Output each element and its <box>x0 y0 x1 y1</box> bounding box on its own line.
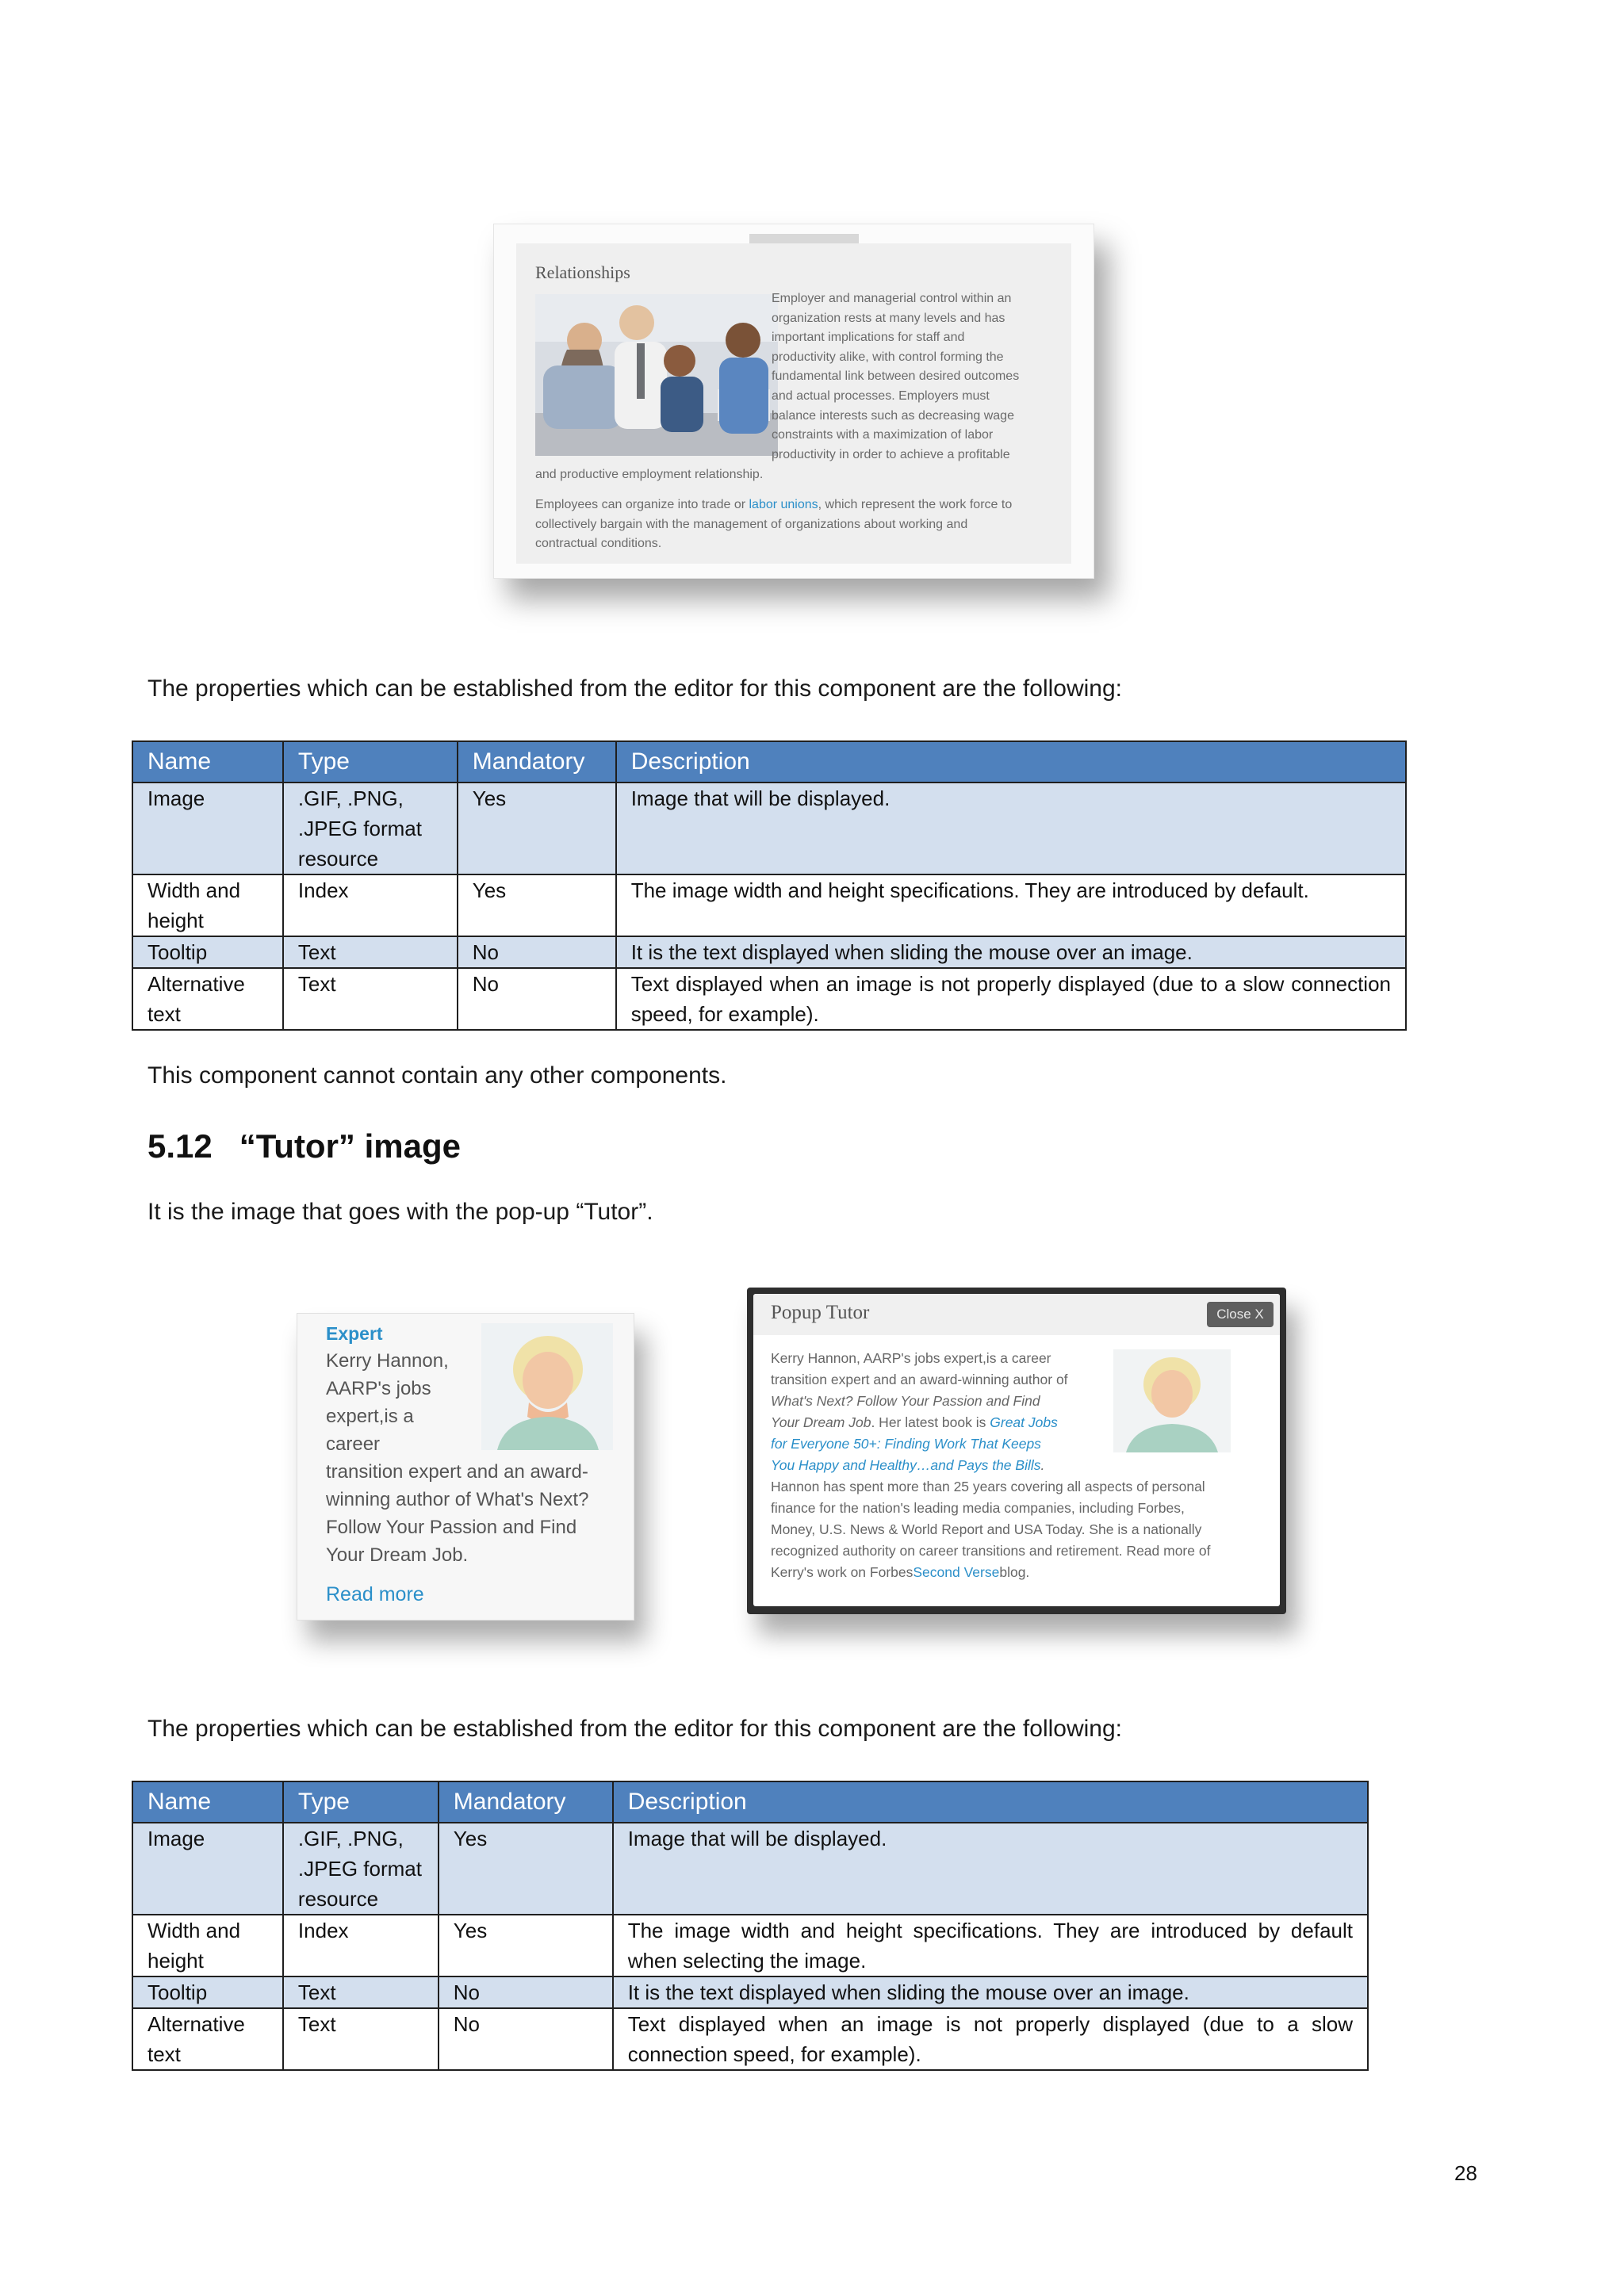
cell-description: Image that will be displayed. <box>616 783 1406 874</box>
bio-line: Follow Your Passion and Find <box>326 1517 577 1538</box>
cell-line: Index <box>297 1919 349 1942</box>
cell-name <box>132 2008 283 2070</box>
para2-line: contractual conditions. <box>535 537 662 551</box>
cell-type <box>283 968 458 1030</box>
great-jobs-link[interactable]: Great Jobs <box>990 1414 1058 1430</box>
cell-line: Text <box>297 2012 336 2036</box>
page-number: 28 <box>1454 2161 1477 2185</box>
popup-body <box>753 1294 1280 1606</box>
bio-line <box>771 1455 1210 1476</box>
cell-line: Index <box>297 878 349 902</box>
para2-line <box>535 496 1012 515</box>
header-type: Type <box>283 741 458 783</box>
read-more-link[interactable]: Read more <box>326 1583 424 1605</box>
bio-line <box>771 1562 1210 1583</box>
para2-text: , which represent the work force to <box>818 498 1013 511</box>
cell-line: height <box>147 1949 204 1973</box>
section-number: 5.12 <box>147 1127 213 1165</box>
bio-line: Hannon has spent more than 25 years covering all aspects of personal <box>771 1479 1205 1494</box>
cell-description: The image width and height specifications. They are introduced by default. <box>616 874 1406 936</box>
cell-name <box>132 936 283 968</box>
cell-line: Width and <box>147 878 241 902</box>
para2-text: Employees can organize into trade or <box>535 498 749 511</box>
bio-line: finance for the nation's leading media companies, including Forbes, <box>771 1500 1185 1516</box>
cell-description: Image that will be displayed. <box>613 1823 1368 1915</box>
cell-line: .GIF, .PNG, <box>297 786 404 810</box>
cell-mandatory: Yes <box>439 1823 613 1915</box>
cell-name <box>132 968 283 1030</box>
cell-line: .GIF, .PNG, <box>297 1827 404 1850</box>
cell-line: Text <box>297 1980 336 2004</box>
side-line: important implications for staff and <box>772 331 965 345</box>
cell-line: Alternative <box>147 972 245 996</box>
side-line: and actual processes. Employers must <box>772 388 990 403</box>
side-line: fundamental link between desired outcomes <box>772 369 1020 384</box>
cell-name <box>132 1976 283 2008</box>
table-row <box>132 1915 1368 1976</box>
side-line: balance interests such as decreasing wage <box>772 408 1014 423</box>
cell-mandatory: No <box>439 1976 613 2008</box>
bio-line: AARP's jobs <box>326 1378 431 1399</box>
side-line: productivity in order to achieve a profitable <box>772 447 1010 461</box>
cell-line: Tooltip <box>147 1980 208 2004</box>
expert-bio-short <box>326 1347 588 1569</box>
bio-line: Money, U.S. News & World Report and USA Today. She is a nationally <box>771 1521 1202 1537</box>
relationships-screenshot <box>493 224 1094 579</box>
bio-text: blog. <box>999 1564 1030 1580</box>
cell-type <box>283 936 458 968</box>
cell-line: Tooltip <box>147 940 208 964</box>
popup-bio <box>771 1348 1210 1583</box>
table-row <box>132 1976 1368 2008</box>
bio-line: career <box>326 1433 381 1455</box>
header-description: Description <box>613 1781 1368 1823</box>
bio-line: expert,is a <box>326 1406 414 1427</box>
table-row <box>132 968 1406 1030</box>
expert-card-screenshot <box>297 1313 634 1621</box>
header-mandatory: Mandatory <box>439 1781 613 1823</box>
great-jobs-link-cont[interactable]: for Everyone 50+: Finding Work That Keeps <box>771 1436 1041 1452</box>
cell-line: Text <box>297 940 336 964</box>
relationships-panel <box>516 243 1071 564</box>
relationships-paragraph-2 <box>535 496 1012 554</box>
cell-line: text <box>147 2042 181 2066</box>
bio-line: transition expert and an award-winning author of <box>771 1372 1068 1387</box>
section-title: “Tutor” image <box>239 1127 461 1165</box>
bio-text: . Her latest book is <box>871 1414 990 1430</box>
cell-name <box>132 874 283 936</box>
cell-mandatory: No <box>458 936 616 968</box>
business-meeting-photo <box>535 294 778 456</box>
cell-description: Text displayed when an image is not properly displayed (due to a slow connection speed, for example). <box>613 2008 1368 2070</box>
header-name: Name <box>132 741 283 783</box>
cell-type <box>283 2008 439 2070</box>
side-line: productivity alike, with control forming the <box>772 350 1004 364</box>
cell-type <box>283 1976 439 2008</box>
cell-description: Text displayed when an image is not properly displayed (due to a slow connection speed, for example). <box>616 968 1406 1030</box>
bio-text: . <box>1040 1457 1045 1473</box>
cell-description: The image width and height specifications. They are introduced by default when selecting the image. <box>613 1915 1368 1976</box>
cell-type <box>283 1823 439 1915</box>
cell-line: .JPEG format <box>297 1857 422 1881</box>
cell-type <box>283 783 458 874</box>
relationships-title: Relationships <box>535 262 630 282</box>
cell-mandatory: No <box>458 968 616 1030</box>
cell-line: Image <box>147 1827 205 1850</box>
relationships-continuation: and productive employment relationship. <box>535 468 764 481</box>
second-verse-link[interactable]: Second Verse <box>913 1564 1000 1580</box>
close-button[interactable]: Close X <box>1207 1302 1274 1327</box>
cell-line: text <box>147 1002 181 1026</box>
expert-heading: Expert <box>326 1323 383 1344</box>
side-line: constraints with a maximization of labor <box>772 428 994 442</box>
table-row <box>132 874 1406 936</box>
popup-tutor-screenshot <box>747 1288 1286 1614</box>
cell-name <box>132 1915 283 1976</box>
bio-line: Kerry Hannon, AARP's jobs expert,is a career <box>771 1350 1051 1366</box>
cell-name <box>132 783 283 874</box>
table-row <box>132 1823 1368 1915</box>
cell-line: Alternative <box>147 2012 245 2036</box>
bio-line: transition expert and an award- <box>326 1461 588 1483</box>
side-line: Employer and managerial control within an <box>772 292 1012 305</box>
cell-mandatory: Yes <box>458 874 616 936</box>
header-type: Type <box>283 1781 439 1823</box>
bio-line: What's Next? Follow Your Passion and Find <box>771 1393 1040 1409</box>
para2-line: collectively bargain with the management of organizations about working and <box>535 517 968 531</box>
bio-line: Kerry Hannon, <box>326 1350 449 1372</box>
cell-description: It is the text displayed when sliding the mouse over an image. <box>613 1976 1368 2008</box>
table-row <box>132 936 1406 968</box>
cell-line: Image <box>147 786 205 810</box>
bio-line: Your Dream Job. <box>326 1544 469 1566</box>
labor-unions-link[interactable]: labor unions <box>749 498 818 511</box>
bio-line <box>771 1412 1210 1433</box>
cell-type <box>283 1915 439 1976</box>
business-meeting-illustration <box>535 294 778 456</box>
popup-title: Popup Tutor <box>771 1302 870 1323</box>
cell-mandatory: Yes <box>458 783 616 874</box>
cell-line: Width and <box>147 1919 241 1942</box>
section-heading <box>147 1127 461 1165</box>
bio-line: recognized authority on career transitions and retirement. Read more of <box>771 1543 1211 1559</box>
section-description: It is the image that goes with the pop-up “Tutor”. <box>147 1199 653 1225</box>
intro-text-1: The properties which can be established from the editor for this component are the following: <box>147 675 1123 702</box>
table-row <box>132 783 1406 874</box>
header-mandatory: Mandatory <box>458 741 616 783</box>
bio-line: winning author of What's Next? <box>326 1489 589 1510</box>
relationships-side-text <box>772 289 1019 465</box>
great-jobs-link-end[interactable]: You Happy and Healthy…and Pays the Bills <box>771 1457 1041 1473</box>
cell-mandatory: Yes <box>439 1915 613 1976</box>
header-description: Description <box>616 741 1406 783</box>
no-components-text: This component cannot contain any other components. <box>147 1062 727 1089</box>
cell-type <box>283 874 458 936</box>
table-row <box>132 2008 1368 2070</box>
cell-mandatory: No <box>439 2008 613 2070</box>
side-line: organization rests at many levels and has <box>772 311 1005 325</box>
cell-line: Text <box>297 972 336 996</box>
intro-text-2: The properties which can be established from the editor for this component are the following: <box>147 1716 1123 1742</box>
book-title-text: Your Dream Job <box>771 1414 871 1430</box>
bio-text: Kerry's work on Forbes <box>771 1564 914 1580</box>
properties-table-2 <box>132 1781 1369 2071</box>
cell-description: It is the text displayed when sliding the mouse over an image. <box>616 936 1406 968</box>
properties-table-1 <box>132 740 1407 1031</box>
cell-line: resource <box>297 1887 379 1911</box>
popup-header <box>753 1294 1280 1335</box>
header-name: Name <box>132 1781 283 1823</box>
cell-line: resource <box>297 847 379 871</box>
cell-name <box>132 1823 283 1915</box>
cell-line: .JPEG format <box>297 817 422 840</box>
cell-line: height <box>147 909 204 932</box>
